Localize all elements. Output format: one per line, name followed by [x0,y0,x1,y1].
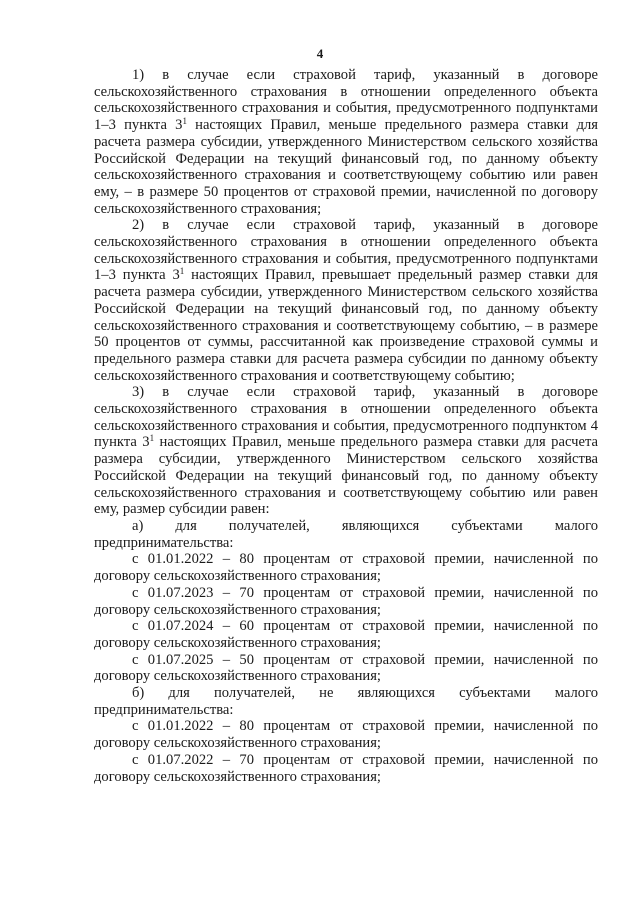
superscript: 1 [149,433,155,444]
list-item: с 01.07.2023 – 70 процентам от страховой премии, начисленной по договору сельскохозяйственного страхования; [94,584,598,618]
paragraph-1: 1) в случае если страховой тариф, указанный в договоре сельскохозяйственного страхования в отношении определенного объекта сельскохозяйственного страхования и события, предусмотренного подпунктами 1–3 пункта $3^1$ настоящих Правил, меньше предельного размера ставки для расчета размера субсидии, утвержденного Министерством сельского хозяйства Российской Федерации на текущий финансовый год, по данному объекту сельскохозяйственного страхования и соответствующему событию или равен ему, – в размере 50 процентов от страховой премии, начисленной по договору сельскохозяйственного страхования; [94,67,598,217]
paragraph-3: 3) в случае если страховой тариф, указанный в договоре сельскохозяйственного страхования в отношении определенного объекта сельскохозяйственного страхования и события, предусмотренного подпунктом 4 пункта $3^1$ настоящих Правил, меньше предельного размера ставки для расчета размера субсидии, утвержденного Министерством сельского хозяйства Российской Федерации на текущий финансовый год, по данному объекту сельскохозяйственного страхования и соответствующему событию или равен ему, размер субсидии равен: [94,384,598,518]
paragraph-2: 2) в случае если страховой тариф, указанный в договоре сельскохозяйственного страхования в отношении определенного объекта сельскохозяйственного страхования и события, предусмотренного подпунктами 1–3 пункта $3^1$ настоящих Правил, превышает предельный размер ставки для расчета размера субсидии, утвержденного Министерством сельского хозяйства Российской Федерации на текущий финансовый год, по данному объекту сельскохозяйственного страхования и соответствующему событию, – в размере 50 процентов от суммы, рассчитанной как произведение страховой суммы и предельного размера ставки для расчета размера субсидии по данному объекту сельскохозяйственного страхования и соответствующему событию; [94,217,598,384]
document-body [94,67,598,785]
superscript: 1 [182,116,187,127]
list-item: с 01.01.2022 – 80 процентам от страховой премии, начисленной по договору сельскохозяйственного страхования; [94,718,598,752]
page-number: 4 [316,46,324,61]
list-item: с 01.07.2025 – 50 процентам от страховой премии, начисленной по договору сельскохозяйственного страхования; [94,651,598,685]
subitem-a: а) для получателей, являющихся субъектами малого предпринимательства: [94,517,598,551]
list-item: с 01.07.2022 – 70 процентам от страховой премии, начисленной по договору сельскохозяйственного страхования; [94,751,598,785]
list-item: с 01.01.2022 – 80 процентам от страховой премии, начисленной по договору сельскохозяйственного страхования; [94,551,598,585]
subitem-b: б) для получателей, не являющихся субъектами малого предпринимательства: [94,685,598,718]
superscript: 1 [179,266,185,277]
list-item: с 01.07.2024 – 60 процентам от страховой премии, начисленной по договору сельскохозяйственного страхования; [94,618,598,651]
